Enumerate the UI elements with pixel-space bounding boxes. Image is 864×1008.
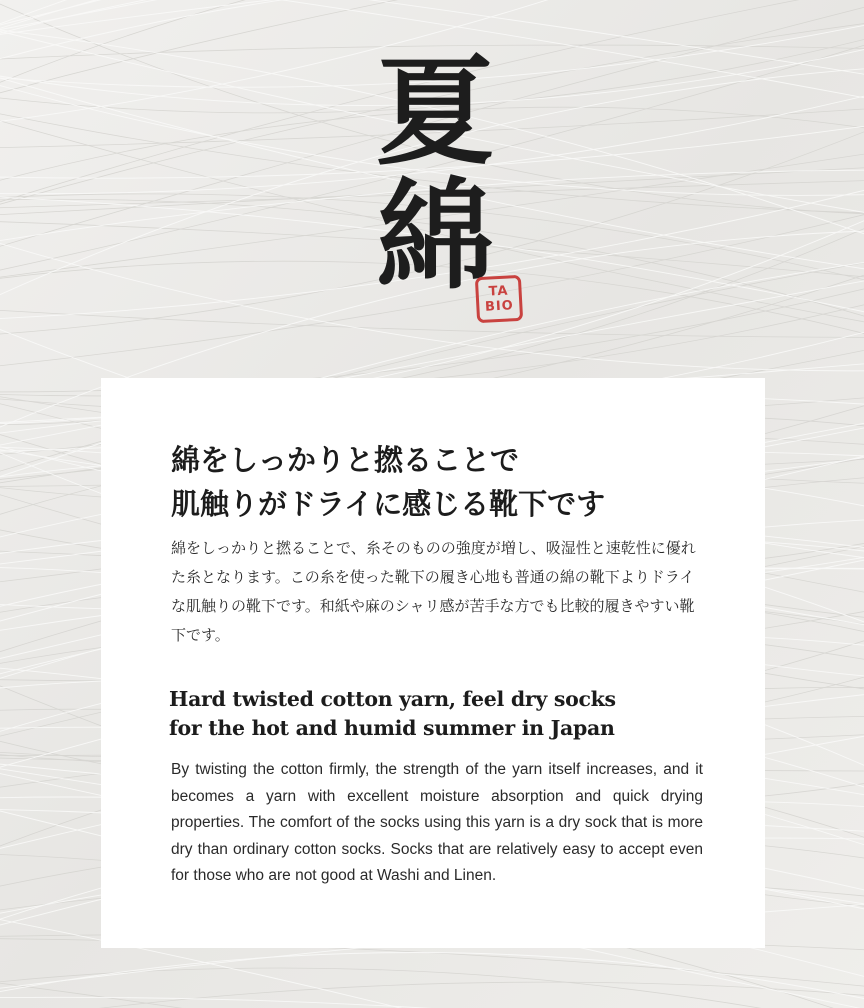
english-description: By twisting the cotton firmly, the strength of the yarn itself increases, and it becomes a yarn with excellent moisture absorption and quick drying properties. The comfort of the socks using this yarn is a dry sock that is more dry than ordinary cotton socks. Socks that are relatively easy to accept even for those who are not good at Washi and Linen. [171, 761, 703, 884]
english-heading [169, 685, 729, 743]
hero-title-char-summer: 夏 [375, 42, 494, 181]
english-heading-line-2: for the hot and humid summer in Japan [169, 716, 615, 740]
hero-title [360, 42, 510, 305]
seal-text-top: TA [488, 283, 509, 300]
hero-title-char-cotton: 綿 [375, 166, 494, 305]
japanese-heading-line-2: 肌触りがドライに感じる靴下です [171, 487, 606, 521]
japanese-heading-line-1: 綿をしっかりと撚ることで [171, 443, 520, 477]
japanese-description: 綿をしっかりと撚ることで、糸そのものの強度が増し、吸湿性と速乾性に優れた糸となります。この糸を使った靴下の履き心地も普通の綿の靴下よりドライな肌触りの靴下です。和紙や麻のシャリ感が苦手な方でも比較的履きやすい靴下です。 [171, 539, 696, 644]
description-card [101, 378, 765, 948]
seal-text-bottom: BIO [484, 298, 515, 315]
english-heading-line-1: Hard twisted cotton yarn, feel dry socks [169, 687, 616, 711]
japanese-heading [171, 438, 731, 526]
tabio-seal-logo [475, 275, 523, 323]
